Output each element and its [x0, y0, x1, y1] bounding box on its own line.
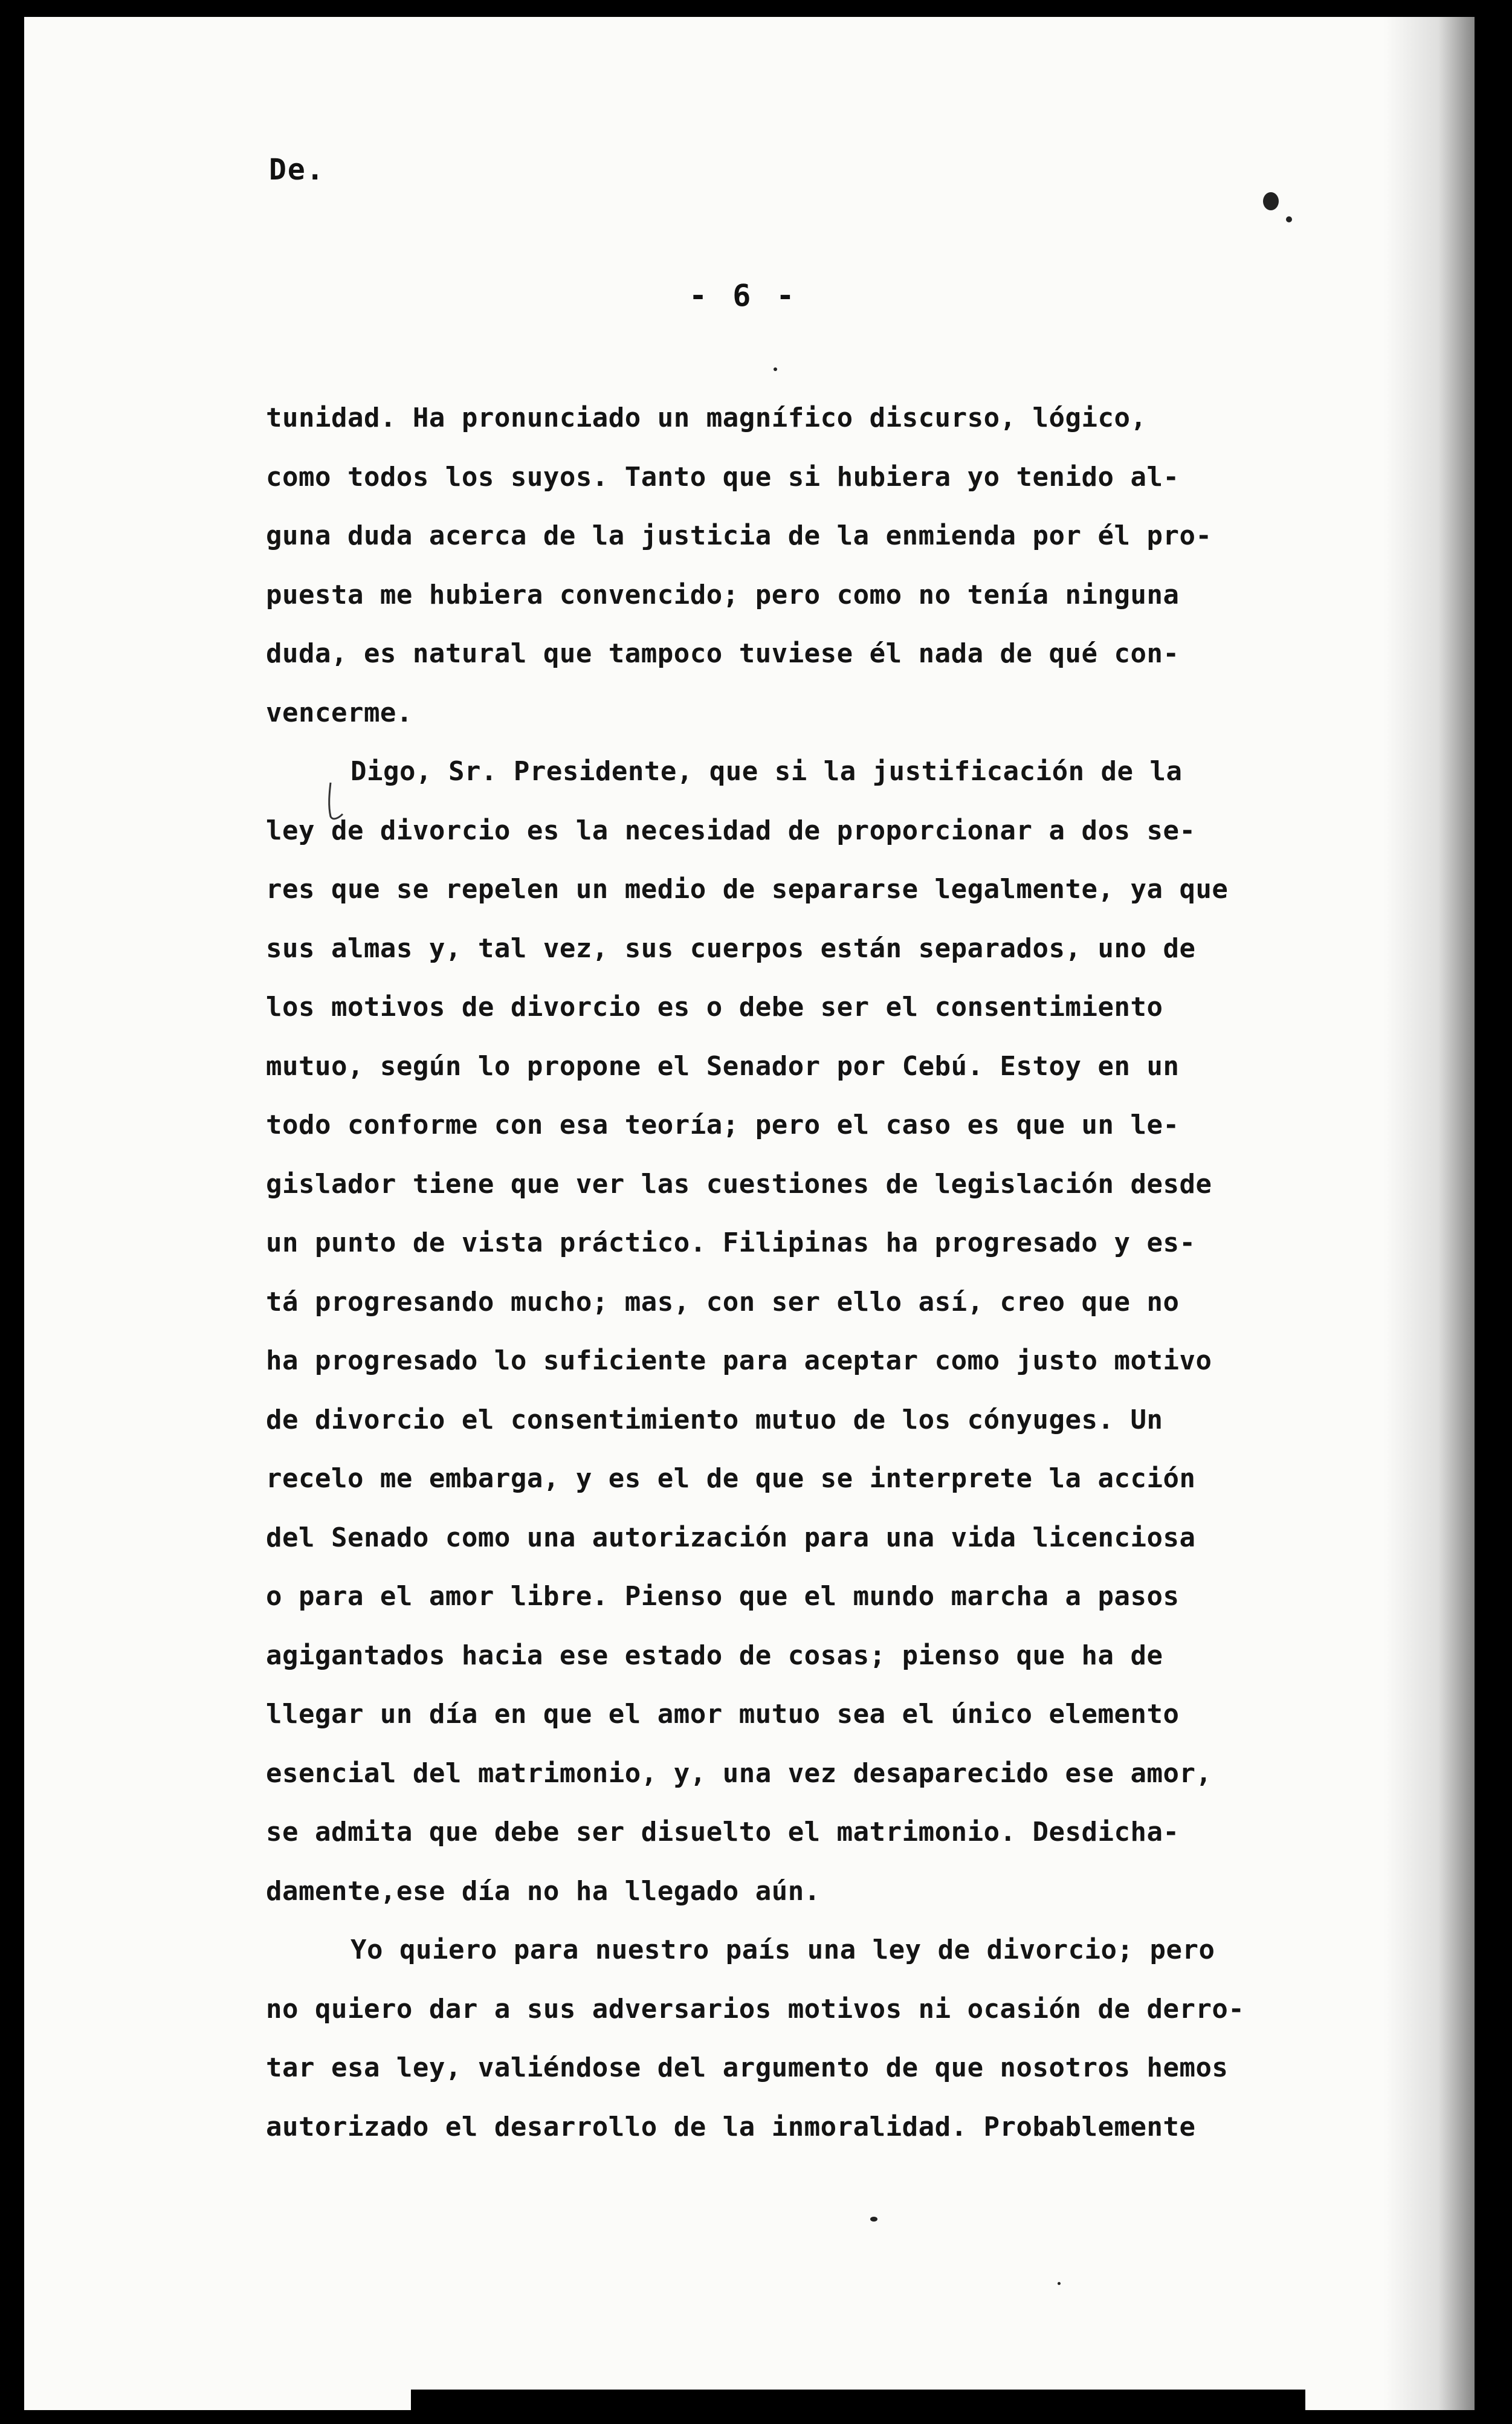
text-line: vencerme.	[266, 697, 413, 728]
text-line: sus almas y, tal vez, sus cuerpos están separados, uno de	[266, 932, 1196, 964]
text-line: gislador tiene que ver las cuestiones de legislación desde	[266, 1168, 1212, 1200]
text-line: como todos los suyos. Tanto que si hubiera yo tenido al-	[266, 461, 1180, 493]
document-page	[24, 17, 1475, 2410]
text-line: puesta me hubiera convencido; pero como no tenía ninguna	[266, 579, 1180, 610]
header-label: De.	[269, 153, 325, 187]
scan-border	[411, 2390, 1305, 2410]
text-line: tar esa ley, valiéndose del argumento de que nosotros hemos	[266, 2052, 1229, 2083]
text-line: tunidad. Ha pronunciado un magnífico discurso, lógico,	[266, 402, 1147, 433]
text-line: no quiero dar a sus adversarios motivos ni ocasión de derro-	[266, 1993, 1245, 2025]
text-line: mutuo, según lo propone el Senador por Cebú. Estoy en un	[266, 1050, 1180, 1082]
scan-speck	[774, 367, 777, 371]
page-number: - 6 -	[689, 278, 798, 313]
paragraph	[266, 742, 1390, 1921]
body-text	[266, 389, 1390, 2156]
scan-shadow	[1384, 17, 1475, 2410]
text-line: recelo me embarga, y es el de que se interprete la acción	[266, 1463, 1196, 1494]
text-line: duda, es natural que tampoco tuviese él nada de qué con-	[266, 638, 1180, 669]
scan-speck	[870, 2217, 877, 2222]
scan-speck	[1286, 216, 1292, 222]
scan-speck	[1058, 2282, 1061, 2285]
text-line: todo conforme con esa teoría; pero el caso es que un le-	[266, 1110, 1180, 1140]
text-line: o para el amor libre. Pienso que el mundo marcha a pasos	[266, 1581, 1180, 1612]
scan-speck	[1263, 192, 1279, 210]
text-line: autorizado el desarrollo de la inmoralidad. Probablemente	[266, 2111, 1196, 2142]
text-line: esencial del matrimonio, y, una vez desaparecido ese amor,	[266, 1757, 1212, 1789]
text-line: ha progresado lo suficiente para aceptar como justo motivo	[266, 1345, 1212, 1376]
paragraph	[266, 1921, 1390, 2156]
paragraph	[266, 389, 1390, 742]
text-line: un punto de vista práctico. Filipinas ha progresado y es-	[266, 1227, 1196, 1258]
text-line: ley de divorcio es la necesidad de proporcionar a dos se-	[266, 815, 1196, 846]
text-line: del Senado como una autorización para una vida licenciosa	[266, 1522, 1196, 1553]
text-line: guna duda acerca de la justicia de la enmienda por él pro-	[266, 520, 1212, 551]
text-line: llegar un día en que el amor mutuo sea el único elemento	[266, 1699, 1180, 1730]
text-line: damente,ese día no ha llegado aún.	[266, 1875, 821, 1907]
text-line: de divorcio el consentimiento mutuo de los cónyuges. Un	[266, 1404, 1163, 1435]
text-line: Yo quiero para nuestro país una ley de divorcio; pero	[351, 1934, 1215, 1965]
text-line: res que se repelen un medio de separarse legalmente, ya que	[266, 874, 1229, 905]
text-line: tá progresando mucho; mas, con ser ello así, creo que no	[266, 1286, 1180, 1317]
text-line: agigantados hacia ese estado de cosas; pienso que ha de	[266, 1640, 1163, 1671]
text-line: los motivos de divorcio es o debe ser el consentimiento	[266, 992, 1163, 1023]
text-line: Digo, Sr. Presidente, que si la justificación de la	[351, 756, 1183, 787]
text-line: se admita que debe ser disuelto el matrimonio. Desdicha-	[266, 1817, 1180, 1847]
